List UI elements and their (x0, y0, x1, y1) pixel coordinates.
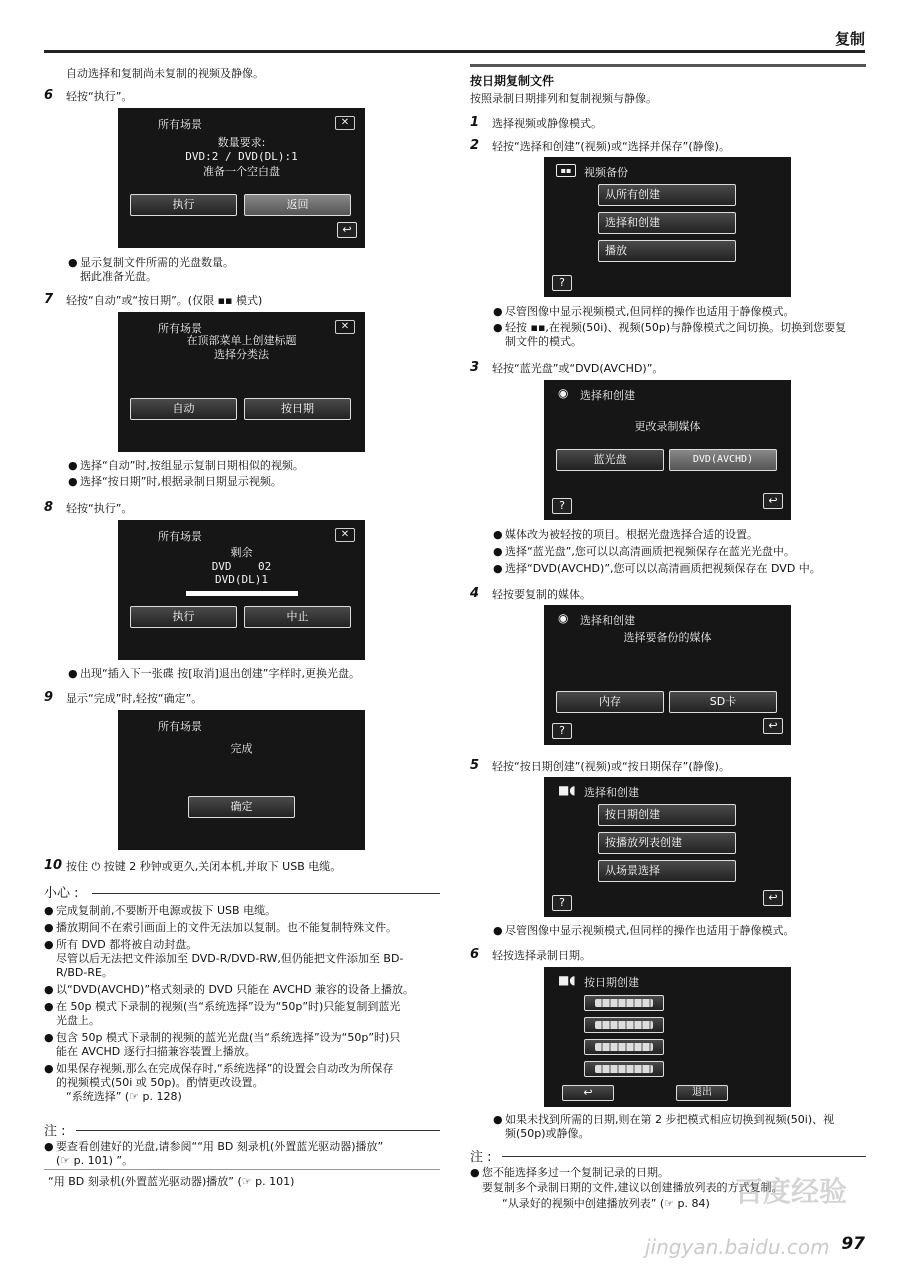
page-section-title: 复制 (834, 30, 865, 48)
camera-icon: ■◖ (558, 783, 576, 797)
playback-button[interactable]: 播放 (598, 240, 736, 262)
caution-rule (92, 893, 440, 894)
step-4-text: 轻按要复制的媒体。 (492, 588, 591, 601)
caution-item: ● 在 50p 模式下录制的视频(当“系统选择”设为“50p”时)只能复制到蓝光 光盘上。 (44, 1000, 401, 1027)
return-icon[interactable]: ↩ (337, 222, 357, 238)
return-icon[interactable]: ↩ (763, 493, 783, 509)
step-6r-number: 6 (470, 947, 480, 962)
close-icon[interactable]: ✕ (335, 116, 355, 130)
close-icon[interactable]: ✕ (335, 528, 355, 542)
caution-item: ● 如果保存视频,那么在完成保存时,“系统选择”的设置会自动改为所保存 的视频模式(50i 或 50p)。酌情更改设置。 “系统选择” (☞ p. 128) (44, 1062, 394, 1103)
screen-line3: 准备一个空白盘 (203, 165, 280, 178)
close-icon[interactable]: ✕ (335, 320, 355, 334)
screen-r4 (544, 605, 791, 745)
caution-item: ● 所有 DVD 都将被自动封盘。 尽管以后无法把文件添加至 DVD-R/DVD-RW,但仍能把文件添加至 BD- R/BD-RE。 (44, 938, 404, 979)
screen-title: 按日期创建 (584, 976, 639, 989)
screen-title: 所有场景 (158, 720, 202, 733)
ok-button[interactable]: 确定 (188, 796, 295, 818)
screen-step7 (118, 312, 365, 452)
screen-line2: DVD:2 / DVD(DL):1 (185, 150, 298, 163)
step-5-text: 轻按“按日期创建”(视频)或“按日期保存”(静像)。 (492, 760, 730, 773)
select-and-create-button[interactable]: 选择和创建 (598, 212, 736, 234)
video-mode-icon: ▪▪ (217, 294, 233, 307)
note-heading: 注 : (470, 1150, 492, 1165)
bullet-item: ● 选择“按日期”时,根据录制日期显示视频。 (68, 475, 282, 488)
disc-icon: ◉ (558, 386, 569, 400)
link-bd-playback[interactable]: “用 BD 刻录机(外置蓝光驱动器)播放” (☞ p. 101) (48, 1175, 295, 1188)
screen-step6 (118, 108, 365, 248)
screen-line1: 剩余 (230, 546, 253, 559)
screen-r3 (544, 380, 791, 520)
screen-title: 视频备份 (584, 166, 628, 179)
dvd-avchd-button[interactable]: DVD(AVCHD) (669, 449, 777, 471)
screen-title: 选择和创建 (584, 786, 639, 799)
execute-button[interactable]: 执行 (130, 606, 237, 628)
header-rule (44, 50, 865, 53)
return-icon[interactable]: ↩ (763, 890, 783, 906)
stop-button[interactable]: 中止 (244, 606, 351, 628)
bullet-item: ● 轻按 ▪▪,在视频(50i)、视频(50p)与静像模式之间切换。切换到您要复 制文件的模式。 (493, 321, 847, 348)
step-8-number: 8 (44, 500, 54, 515)
step-3-text: 轻按“蓝光盘”或“DVD(AVCHD)”。 (492, 362, 664, 375)
help-icon[interactable]: ? (552, 498, 572, 514)
internal-memory-button[interactable]: 内存 (556, 691, 664, 713)
left-intro: 自动选择和复制尚未复制的视频及静像。 (66, 67, 264, 80)
step-2-number: 2 (470, 138, 480, 153)
step-10-text: 按住 ⏻ 按键 2 秒钟或更久,关闭本机,并取下 USB 电缆。 (66, 860, 342, 873)
date-button[interactable] (584, 1039, 664, 1055)
caution-list (44, 904, 440, 1107)
step-1-number: 1 (470, 115, 480, 130)
screen-r2 (544, 157, 791, 297)
section-title: 按日期复制文件 (470, 74, 555, 88)
step-10-number: 10 (44, 858, 63, 873)
execute-button[interactable]: 执行 (130, 194, 237, 216)
caution-item: ● 播放期间不在索引画面上的文件无法加以复制。也不能复制特殊文件。 (44, 921, 397, 934)
screen-title: 所有场景 (158, 118, 202, 131)
bluray-button[interactable]: 蓝光盘 (556, 449, 664, 471)
date-button[interactable] (584, 1061, 664, 1077)
from-all-created-button[interactable]: 从所有创建 (598, 184, 736, 206)
bullet-item: ● 媒体改为被轻按的项目。根据光盘选择合适的设置。 (493, 528, 758, 541)
caution-item: ● 包含 50p 模式下录制的视频的蓝光光盘(当“系统选择”设为“50p”时)只 能在 AVCHD 逐行扫描兼容装置上播放。 (44, 1031, 401, 1058)
page-number: 97 (841, 1234, 865, 1254)
bullet-item: ● 显示复制文件所需的光盘数量。 据此准备光盘。 (68, 256, 234, 283)
step-8-text: 轻按“执行”。 (66, 502, 133, 515)
caution-heading: 小心 : (44, 886, 79, 901)
screen-r6 (544, 967, 791, 1107)
disc-icon: ◉ (558, 611, 569, 625)
note-divider (44, 1169, 440, 1170)
return-icon[interactable]: ↩ (763, 718, 783, 734)
exit-button[interactable]: 退出 (676, 1085, 728, 1101)
caution-item: ● 以“DVD(AVCHD)”格式刻录的 DVD 只能在 AVCHD 兼容的设备上播放。 (44, 983, 415, 996)
progress-bar (186, 591, 298, 596)
help-icon[interactable]: ? (552, 275, 572, 291)
step-6r-text: 轻按选择录制日期。 (492, 949, 591, 962)
step-4-number: 4 (470, 586, 480, 601)
date-button[interactable] (584, 1017, 664, 1033)
step-3-number: 3 (470, 360, 480, 375)
step-1-text: 选择视频或静像模式。 (492, 117, 602, 130)
power-icon: ⏻ (91, 860, 101, 873)
screen-title: 所有场景 (158, 530, 202, 543)
create-by-date-button[interactable]: 按日期创建 (598, 804, 736, 826)
step-9-number: 9 (44, 690, 54, 705)
step-5-number: 5 (470, 758, 480, 773)
bullet-item: ● 选择“蓝光盘”,您可以以高清画质把视频保存在蓝光光盘中。 (493, 545, 795, 558)
screen-line1: 更改录制媒体 (634, 420, 701, 433)
screen-line1: 数量要求: (217, 136, 266, 149)
bullet-item: ● 选择“DVD(AVCHD)”,您可以以高清画质把视频保存在 DVD 中。 (493, 562, 821, 575)
camera-icon: ■◖ (558, 973, 576, 987)
section-rule (470, 64, 866, 67)
help-icon[interactable]: ? (552, 723, 572, 739)
screen-title: 所有场景 (158, 322, 202, 335)
sd-card-button[interactable]: SD卡 (669, 691, 777, 713)
select-from-scenes-button[interactable]: 从场景选择 (598, 860, 736, 882)
step-7-number: 7 (44, 292, 54, 307)
step-6-number: 6 (44, 88, 54, 103)
bullet-item: ● 出现“插入下一张碟 按[取消]退出创建”字样时,更换光盘。 (68, 667, 360, 680)
watermark-url: jingyan.baidu.com (645, 1235, 830, 1259)
bullet-item: ● 选择“自动”时,按组显示复制日期相似的视频。 (68, 459, 304, 472)
bullet-item: ● 要查看创建好的光盘,请参阅““用 BD 刻录机(外置蓝光驱动器)播放” (☞ p. 101) ”。 (44, 1140, 384, 1167)
create-by-playlist-button[interactable]: 按播放列表创建 (598, 832, 736, 854)
note-heading: 注 : (44, 1124, 66, 1139)
screen-title: 选择和创建 (580, 389, 635, 402)
bullet-item: ● 尽管图像中显示视频模式,但同样的操作也适用于静像模式。 (493, 305, 795, 318)
video-mode-icon: ▪▪ (530, 321, 546, 334)
screen-line1: 选择要备份的媒体 (623, 631, 712, 644)
screen-line3: DVD(DL)1 (215, 573, 268, 586)
screen-line1: 在顶部菜单上创建标题 (186, 334, 297, 347)
step-2-text: 轻按“选择和创建”(视频)或“选择并保存”(静像)。 (492, 140, 730, 153)
bullet-item: ● 如果未找到所需的日期,则在第 2 步把模式相应切换到视频(50i)、视 频(50p)或静像。 (493, 1113, 835, 1140)
note-rule (76, 1130, 440, 1131)
note-rule (502, 1156, 866, 1157)
help-icon[interactable]: ? (552, 895, 572, 911)
by-date-button[interactable]: 按日期 (244, 398, 351, 420)
bullet-item: ● 您不能选择多过一个复制记录的日期。 (470, 1166, 669, 1179)
step-9-text: 显示“完成”时,轻按“确定”。 (66, 692, 203, 705)
screen-step9 (118, 710, 365, 850)
screen-line2: 选择分类法 (214, 348, 269, 361)
screen-r5 (544, 777, 791, 917)
video-mode-icon: ▪▪ (556, 164, 576, 177)
screen-step8 (118, 520, 365, 660)
caution-item: ● 完成复制前,不要断开电源或拔下 USB 电缆。 (44, 904, 277, 917)
back-arrow-button[interactable]: ↩ (562, 1085, 614, 1101)
note-line: 要复制多个录制日期的文件,建议以创建播放列表的方式复制。 (482, 1181, 783, 1194)
auto-button[interactable]: 自动 (130, 398, 237, 420)
bullet-item: ● 尽管图像中显示视频模式,但同样的操作也适用于静像模式。 (493, 924, 795, 937)
screen-title: 选择和创建 (580, 614, 635, 627)
back-button[interactable]: 返回 (244, 194, 351, 216)
date-button[interactable] (584, 995, 664, 1011)
section-intro: 按照录制日期排列和复制视频与静像。 (470, 92, 657, 105)
step-6-text: 轻按“执行”。 (66, 90, 133, 103)
screen-line1: 完成 (230, 742, 253, 755)
screen-line2: DVD 02 (211, 560, 272, 573)
step-7-text: 轻按“自动”或“按日期”。(仅限 ▪▪ 模式) (66, 294, 263, 307)
watermark-title: 百度经验 (735, 1175, 848, 1208)
link-create-playlist[interactable]: “从录好的视频中创建播放列表” (☞ p. 84) (502, 1197, 710, 1210)
